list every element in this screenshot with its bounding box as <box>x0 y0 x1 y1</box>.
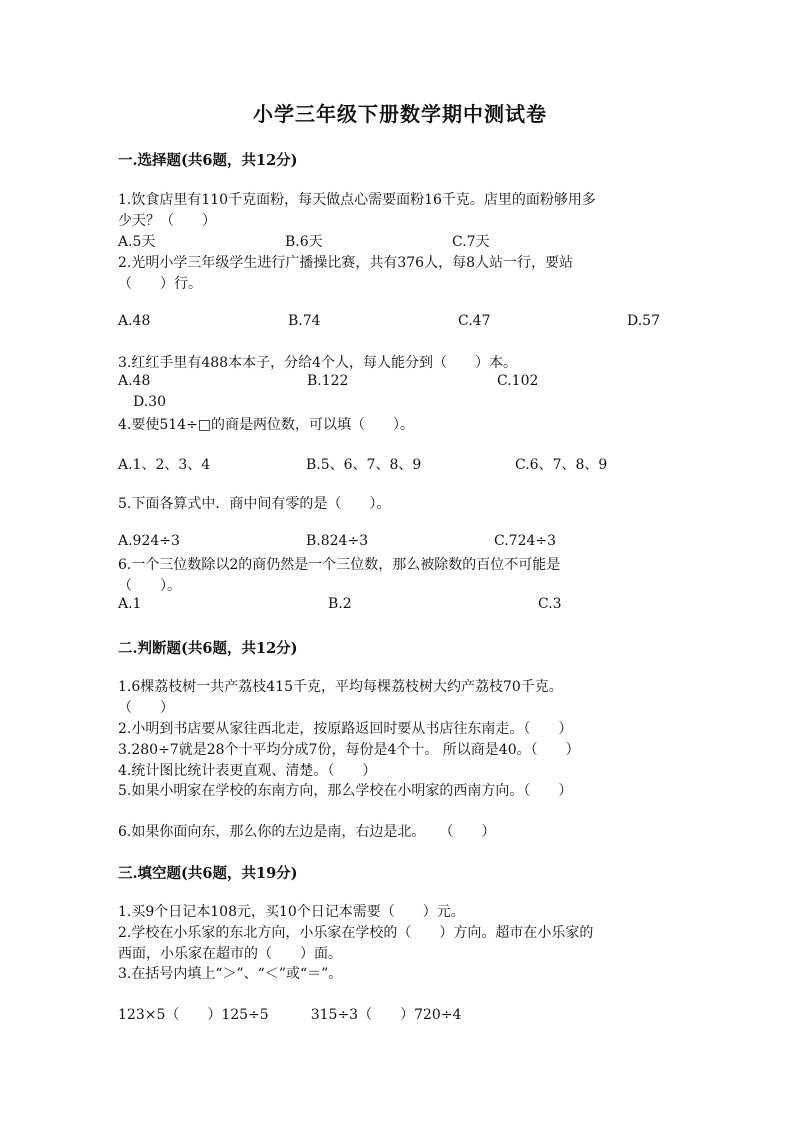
question-text: （ ） <box>118 700 174 716</box>
section-heading-fill-in: 三.填空题(共6题，共19分) <box>118 865 298 882</box>
question-text: 4.统计图比统计表更直观、清楚。（ ） <box>118 763 377 779</box>
question-text: 2.小明到书店要从家往西北走，按原路返回时要从书店往东南走。（ ） <box>118 721 573 737</box>
question-text: 1.买9个日记本108元，买10个日记本需要（ ）元。 <box>118 904 465 920</box>
question-text: 3.在括号内填上“＞”、“＜”或“＝”。 <box>118 966 343 982</box>
answer-option: B.5、6、7、8、9 <box>306 457 422 473</box>
answer-option: D.30 <box>133 394 166 410</box>
answer-option: A.48 <box>118 373 151 389</box>
question-text: 少天？（ ） <box>118 213 216 229</box>
answer-option: C.47 <box>458 313 491 329</box>
question-text: 3.红红手里有488本本子，分给4个人，每人能分到（ ）本。 <box>118 355 517 371</box>
question-text: （ ）行。 <box>118 276 202 292</box>
answer-option: A.1 <box>118 596 142 612</box>
question-text: 1.饮食店里有110千克面粉，每天做点心需要面粉16千克。店里的面粉够用多 <box>118 192 596 208</box>
answer-option: B.2 <box>328 596 352 612</box>
answer-option: B.122 <box>307 373 349 389</box>
answer-option: C.6、7、8、9 <box>515 457 608 473</box>
answer-option: A.5天 <box>118 234 156 250</box>
answer-option: C.7天 <box>452 234 490 250</box>
question-text: 5.如果小明家在学校的东南方向，那么学校在小明家的西南方向。（ ） <box>118 783 573 799</box>
question-text: （ ）。 <box>118 578 181 594</box>
answer-option: B.824÷3 <box>306 533 369 549</box>
answer-option: B.6天 <box>285 234 323 250</box>
answer-option: A.924÷3 <box>118 533 180 549</box>
question-text: 4.要使514÷□的商是两位数，可以填（ ）。 <box>118 417 415 433</box>
answer-option: D.57 <box>627 313 660 329</box>
answer-option: A.48 <box>118 313 151 329</box>
question-text: 3.280÷7就是28个十平均分成7份，每份是4个十。 所以商是40。（ ） <box>118 742 580 758</box>
answer-option: C.102 <box>497 373 539 389</box>
question-text: 123×5（ ）125÷5 315÷3（ ）720÷4 <box>118 1007 462 1023</box>
page-title: 小学三年级下册数学期中测试卷 <box>253 102 547 126</box>
question-text: 西面，小乐家在超市的（ ）面。 <box>118 946 342 962</box>
question-text: 6.如果你面向东，那么你的左边是南，右边是北。 （ ） <box>118 824 496 840</box>
question-text: 6.一个三位数除以2的商仍然是一个三位数，那么被除数的百位不可能是 <box>118 557 561 573</box>
section-heading-choice: 一.选择题(共6题，共12分) <box>118 152 298 169</box>
answer-option: C.724÷3 <box>494 533 557 549</box>
question-text: 5.下面各算式中．商中间有零的是（ ）。 <box>118 496 391 512</box>
answer-option: C.3 <box>538 596 562 612</box>
question-text: 1.6棵荔枝树一共产荔枝415千克，平均每棵荔枝树大约产荔枝70千克。 <box>118 679 563 695</box>
question-text: 2.学校在小乐家的东北方向，小乐家在学校的（ ）方向。超市在小乐家的 <box>118 925 594 941</box>
answer-option: B.74 <box>288 313 321 329</box>
answer-option: A.1、2、3、4 <box>118 457 211 473</box>
question-text: 2.光明小学三年级学生进行广播操比赛，共有376人，每8人站一行，要站 <box>118 255 573 271</box>
section-heading-judgement: 二.判断题(共6题，共12分) <box>118 640 298 657</box>
